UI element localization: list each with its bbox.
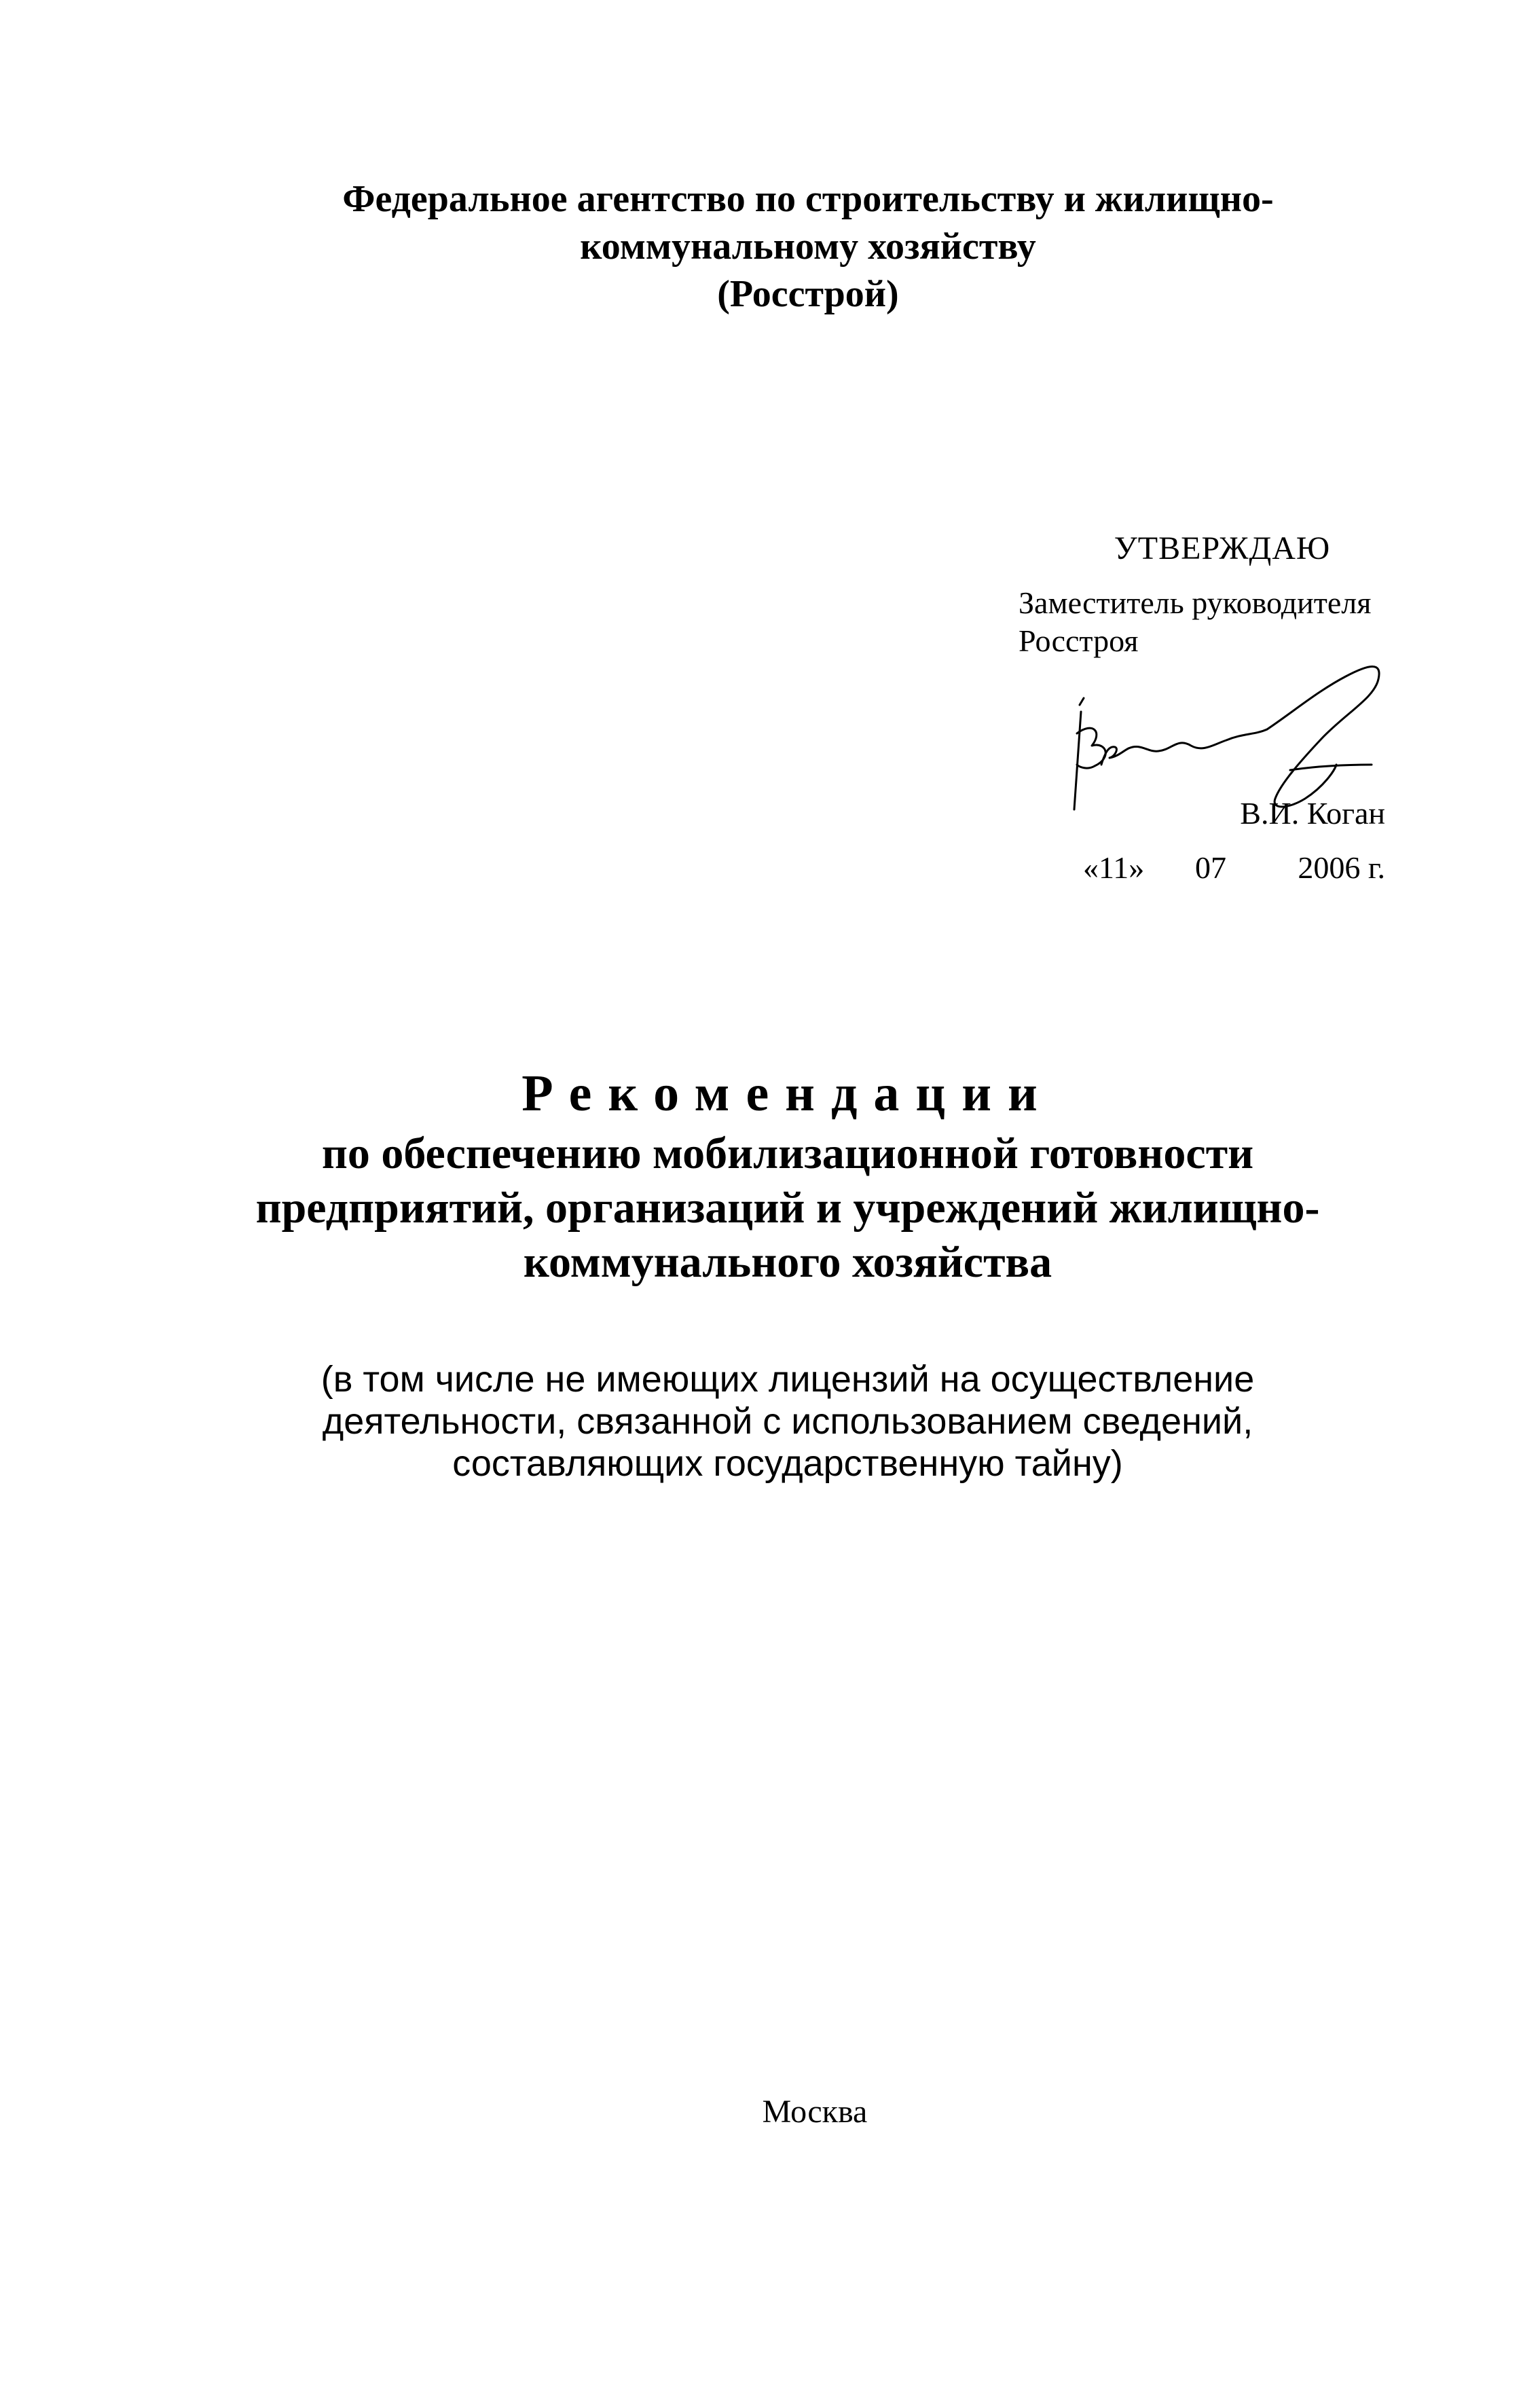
approver-position-line-2: Росстроя (1019, 623, 1139, 658)
date-year: 2006 г. (1298, 850, 1385, 885)
agency-line-2: коммунальному хозяйству (580, 225, 1036, 268)
date-day: «11» (1083, 850, 1145, 885)
publication-city: Москва (762, 2094, 868, 2130)
date-month: 07 (1195, 850, 1226, 885)
scope-line-1: (в том числе не имеющих лицензий на осуществление (320, 1359, 1255, 1400)
agency-line-3: (Росстрой) (717, 273, 899, 315)
approver-position-line-1: Заместитель руководителя (1019, 585, 1372, 620)
scope-line-3: составляющих государственную тайну) (452, 1443, 1123, 1484)
scope-note (231, 1358, 1344, 1485)
agency-line-1: Федеральное агентство по строительству и жилищно- (342, 178, 1274, 220)
scope-line-2: деятельности, связанной с использованием сведений, (322, 1401, 1253, 1442)
handwritten-signature (1039, 632, 1392, 815)
subtitle-line-2: предприятий, организаций и учреждений жилищно- (255, 1183, 1320, 1233)
signer-name: В.И. Коган (1240, 796, 1385, 831)
agency-header (326, 175, 1290, 318)
document-title-block (204, 1063, 1372, 1290)
approval-heading: УТВЕРЖДАЮ (1114, 530, 1331, 566)
document-title: Рекомендации (521, 1065, 1054, 1122)
document-subtitle (204, 1127, 1372, 1290)
approval-date (1083, 849, 1385, 890)
subtitle-line-3: коммунального хозяйства (523, 1237, 1052, 1287)
subtitle-line-1: по обеспечению мобилизационной готовности (321, 1129, 1254, 1178)
